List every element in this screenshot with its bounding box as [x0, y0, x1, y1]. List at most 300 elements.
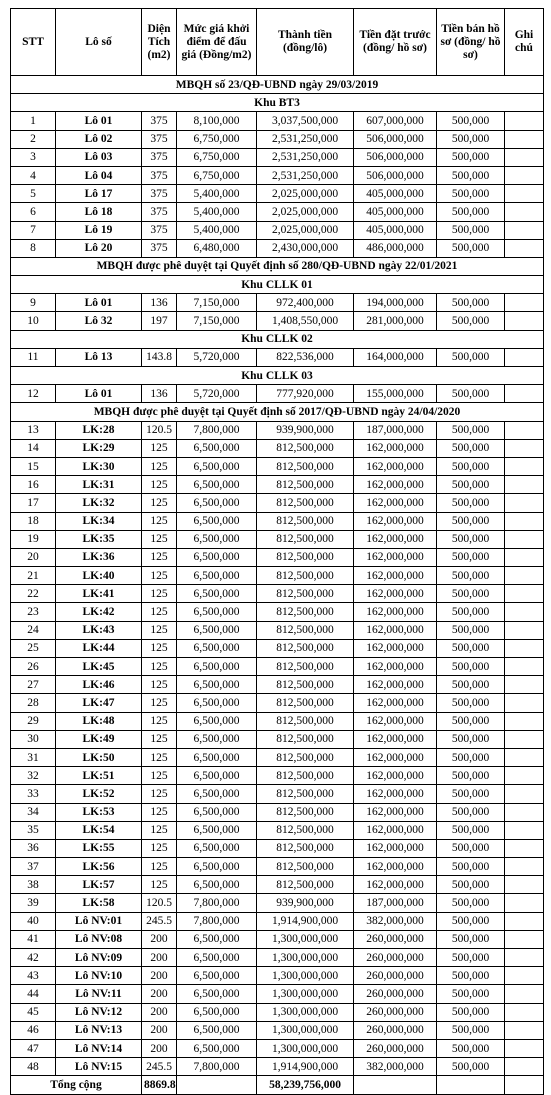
cell-dossier-fee: 500,000: [437, 712, 505, 730]
cell-dossier-fee: 500,000: [437, 803, 505, 821]
cell-area: 245.5: [142, 912, 177, 930]
cell-starting-price: 6,750,000: [177, 148, 257, 166]
cell-dossier-fee: 500,000: [437, 949, 505, 967]
cell-note: [505, 1003, 544, 1021]
cell-note: [505, 821, 544, 839]
cell-dossier-fee: 500,000: [437, 730, 505, 748]
cell-amount: 812,500,000: [257, 821, 354, 839]
cell-starting-price: 6,500,000: [177, 567, 257, 585]
cell-note: [505, 603, 544, 621]
cell-area: 375: [142, 148, 177, 166]
cell-dossier-fee: 500,000: [437, 348, 505, 366]
cell-deposit: 260,000,000: [354, 967, 437, 985]
cell-dossier-fee: 500,000: [437, 1003, 505, 1021]
cell-deposit: 162,000,000: [354, 748, 437, 766]
table-row: [11, 930, 544, 948]
cell-stt: 7: [11, 221, 56, 239]
cell-amount: 2,531,250,000: [257, 148, 354, 166]
cell-starting-price: 7,150,000: [177, 294, 257, 312]
cell-lot-number: Lô 19: [56, 221, 142, 239]
cell-lot-number: LK:30: [56, 457, 142, 475]
cell-amount: 1,300,000,000: [257, 985, 354, 1003]
cell-area: 125: [142, 621, 177, 639]
cell-stt: 30: [11, 730, 56, 748]
cell-lot-number: Lô 20: [56, 239, 142, 257]
cell-dossier-fee: 500,000: [437, 658, 505, 676]
cell-stt: 46: [11, 1021, 56, 1039]
cell-lot-number: Lô NV:09: [56, 949, 142, 967]
table-row: [11, 585, 544, 603]
cell-amount: 812,500,000: [257, 658, 354, 676]
cell-lot-number: LK:40: [56, 567, 142, 585]
cell-note: [505, 1039, 544, 1057]
cell-area: 197: [142, 312, 177, 330]
cell-dossier-fee: 500,000: [437, 421, 505, 439]
subsection-title-label: Khu BT3: [11, 94, 544, 112]
section-title-label: MBQH số 23/QĐ-UBND ngày 29/03/2019: [11, 76, 544, 94]
cell-area: 375: [142, 166, 177, 184]
cell-stt: 24: [11, 621, 56, 639]
cell-lot-number: Lô 03: [56, 148, 142, 166]
cell-lot-number: LK:49: [56, 730, 142, 748]
cell-deposit: 194,000,000: [354, 294, 437, 312]
cell-amount: 1,914,900,000: [257, 912, 354, 930]
cell-stt: 6: [11, 203, 56, 221]
cell-note: [505, 148, 544, 166]
table-row: [11, 967, 544, 985]
cell-note: [505, 967, 544, 985]
cell-stt: 36: [11, 839, 56, 857]
table-row: [11, 985, 544, 1003]
header-dossier-fee: Tiền bán hồ sơ (đồng/ hồ sơ): [437, 9, 505, 76]
cell-stt: 47: [11, 1039, 56, 1057]
cell-stt: 45: [11, 1003, 56, 1021]
cell-deposit: 162,000,000: [354, 839, 437, 857]
cell-note: [505, 294, 544, 312]
cell-starting-price: 6,500,000: [177, 676, 257, 694]
cell-stt: 28: [11, 694, 56, 712]
cell-stt: 17: [11, 494, 56, 512]
section-title-label: MBQH được phê duyệt tại Quyết định số 2017/QĐ-UBND ngày 24/04/2020: [11, 403, 544, 421]
cell-deposit: 164,000,000: [354, 348, 437, 366]
cell-note: [505, 748, 544, 766]
total-label: Tổng cộng: [11, 1076, 142, 1094]
cell-dossier-fee: 500,000: [437, 385, 505, 403]
cell-amount: 812,500,000: [257, 567, 354, 585]
cell-dossier-fee: 500,000: [437, 148, 505, 166]
table-row: [11, 894, 544, 912]
cell-starting-price: 5,400,000: [177, 203, 257, 221]
cell-stt: 48: [11, 1058, 56, 1076]
cell-note: [505, 130, 544, 148]
cell-stt: 23: [11, 603, 56, 621]
cell-stt: 39: [11, 894, 56, 912]
cell-note: [505, 949, 544, 967]
header-amount: Thành tiền (đồng/lô): [257, 9, 354, 76]
cell-stt: 2: [11, 130, 56, 148]
cell-lot-number: LK:28: [56, 421, 142, 439]
table-row: [11, 876, 544, 894]
total-empty: [354, 1076, 437, 1094]
cell-amount: 939,900,000: [257, 421, 354, 439]
cell-dossier-fee: 500,000: [437, 548, 505, 566]
cell-stt: 4: [11, 166, 56, 184]
cell-lot-number: LK:29: [56, 439, 142, 457]
cell-area: 375: [142, 239, 177, 257]
cell-stt: 13: [11, 421, 56, 439]
cell-note: [505, 785, 544, 803]
table-row: [11, 221, 544, 239]
cell-starting-price: 6,500,000: [177, 494, 257, 512]
cell-dossier-fee: 500,000: [437, 567, 505, 585]
subsection-title-label: Khu CLLK 01: [11, 276, 544, 294]
cell-area: 125: [142, 457, 177, 475]
cell-note: [505, 930, 544, 948]
table-row: [11, 1039, 544, 1057]
table-row: [11, 676, 544, 694]
cell-area: 120.5: [142, 421, 177, 439]
cell-stt: 31: [11, 748, 56, 766]
cell-dossier-fee: 500,000: [437, 312, 505, 330]
cell-stt: 25: [11, 639, 56, 657]
cell-starting-price: 6,500,000: [177, 512, 257, 530]
cell-dossier-fee: 500,000: [437, 1039, 505, 1057]
cell-dossier-fee: 500,000: [437, 476, 505, 494]
cell-stt: 22: [11, 585, 56, 603]
cell-area: 200: [142, 967, 177, 985]
cell-note: [505, 767, 544, 785]
cell-starting-price: 6,500,000: [177, 476, 257, 494]
cell-amount: 972,400,000: [257, 294, 354, 312]
cell-note: [505, 512, 544, 530]
cell-deposit: 162,000,000: [354, 530, 437, 548]
cell-lot-number: Lô NV:15: [56, 1058, 142, 1076]
table-row: [11, 821, 544, 839]
cell-starting-price: 6,480,000: [177, 239, 257, 257]
cell-amount: 812,500,000: [257, 712, 354, 730]
cell-note: [505, 112, 544, 130]
cell-starting-price: 6,500,000: [177, 457, 257, 475]
cell-starting-price: 7,800,000: [177, 894, 257, 912]
cell-note: [505, 730, 544, 748]
cell-note: [505, 166, 544, 184]
cell-lot-number: LK:43: [56, 621, 142, 639]
cell-stt: 32: [11, 767, 56, 785]
cell-area: 200: [142, 1003, 177, 1021]
cell-dossier-fee: 500,000: [437, 930, 505, 948]
cell-amount: 812,500,000: [257, 585, 354, 603]
cell-area: 125: [142, 712, 177, 730]
cell-stt: 5: [11, 185, 56, 203]
cell-starting-price: 6,500,000: [177, 548, 257, 566]
cell-area: 125: [142, 876, 177, 894]
cell-lot-number: Lô NV:08: [56, 930, 142, 948]
cell-deposit: 162,000,000: [354, 621, 437, 639]
table-row: [11, 730, 544, 748]
cell-dossier-fee: 500,000: [437, 494, 505, 512]
cell-area: 125: [142, 858, 177, 876]
cell-note: [505, 712, 544, 730]
cell-amount: 812,500,000: [257, 603, 354, 621]
cell-lot-number: LK:42: [56, 603, 142, 621]
cell-area: 143.8: [142, 348, 177, 366]
cell-area: 125: [142, 839, 177, 857]
cell-amount: 812,500,000: [257, 748, 354, 766]
cell-amount: 822,536,000: [257, 348, 354, 366]
table-row: [11, 803, 544, 821]
cell-lot-number: LK:56: [56, 858, 142, 876]
auction-lot-table: [10, 8, 544, 1095]
cell-starting-price: 6,500,000: [177, 1021, 257, 1039]
cell-deposit: 187,000,000: [354, 421, 437, 439]
cell-deposit: 162,000,000: [354, 457, 437, 475]
cell-stt: 8: [11, 239, 56, 257]
cell-lot-number: LK:51: [56, 767, 142, 785]
cell-note: [505, 1021, 544, 1039]
cell-dossier-fee: 500,000: [437, 694, 505, 712]
table-row: [11, 421, 544, 439]
cell-deposit: 162,000,000: [354, 803, 437, 821]
cell-amount: 812,500,000: [257, 730, 354, 748]
cell-deposit: 162,000,000: [354, 658, 437, 676]
cell-starting-price: 6,500,000: [177, 821, 257, 839]
cell-dossier-fee: 500,000: [437, 894, 505, 912]
cell-amount: 2,025,000,000: [257, 185, 354, 203]
cell-deposit: 260,000,000: [354, 949, 437, 967]
table-row: [11, 130, 544, 148]
section-title-label: MBQH được phê duyệt tại Quyết định số 280/QĐ-UBND ngày 22/01/2021: [11, 257, 544, 275]
subsection-title-label: Khu CLLK 02: [11, 330, 544, 348]
table-row: [11, 112, 544, 130]
cell-area: 200: [142, 930, 177, 948]
cell-dossier-fee: 500,000: [437, 585, 505, 603]
cell-amount: 777,920,000: [257, 385, 354, 403]
cell-lot-number: LK:34: [56, 512, 142, 530]
cell-amount: 1,408,550,000: [257, 312, 354, 330]
cell-starting-price: 6,500,000: [177, 694, 257, 712]
header-stt: STT: [11, 9, 56, 76]
cell-stt: 19: [11, 530, 56, 548]
cell-note: [505, 421, 544, 439]
cell-amount: 812,500,000: [257, 621, 354, 639]
cell-dossier-fee: 500,000: [437, 876, 505, 894]
cell-lot-number: LK:52: [56, 785, 142, 803]
cell-deposit: 382,000,000: [354, 1058, 437, 1076]
cell-stt: 27: [11, 676, 56, 694]
cell-dossier-fee: 500,000: [437, 912, 505, 930]
cell-lot-number: Lô 02: [56, 130, 142, 148]
cell-note: [505, 658, 544, 676]
total-empty: [437, 1076, 505, 1094]
section-title: [11, 257, 544, 275]
cell-area: 125: [142, 658, 177, 676]
cell-note: [505, 312, 544, 330]
cell-stt: 14: [11, 439, 56, 457]
cell-stt: 9: [11, 294, 56, 312]
table-row: [11, 494, 544, 512]
cell-area: 125: [142, 803, 177, 821]
cell-stt: 10: [11, 312, 56, 330]
subsection-title: [11, 330, 544, 348]
cell-area: 125: [142, 694, 177, 712]
cell-stt: 12: [11, 385, 56, 403]
cell-dossier-fee: 500,000: [437, 530, 505, 548]
cell-area: 125: [142, 676, 177, 694]
cell-dossier-fee: 500,000: [437, 639, 505, 657]
cell-lot-number: LK:41: [56, 585, 142, 603]
cell-dossier-fee: 500,000: [437, 603, 505, 621]
cell-area: 125: [142, 767, 177, 785]
cell-dossier-fee: 500,000: [437, 767, 505, 785]
table-row: [11, 639, 544, 657]
cell-area: 200: [142, 949, 177, 967]
cell-area: 125: [142, 439, 177, 457]
cell-note: [505, 585, 544, 603]
cell-amount: 1,300,000,000: [257, 967, 354, 985]
cell-area: 125: [142, 603, 177, 621]
cell-starting-price: 7,800,000: [177, 421, 257, 439]
table-row: [11, 621, 544, 639]
cell-lot-number: Lô 01: [56, 112, 142, 130]
cell-deposit: 162,000,000: [354, 585, 437, 603]
cell-deposit: 187,000,000: [354, 894, 437, 912]
cell-note: [505, 476, 544, 494]
cell-starting-price: 6,500,000: [177, 621, 257, 639]
total-amount: 58,239,756,000: [257, 1076, 354, 1094]
cell-amount: 812,500,000: [257, 457, 354, 475]
table-row: [11, 712, 544, 730]
table-row: [11, 530, 544, 548]
cell-deposit: 162,000,000: [354, 676, 437, 694]
table-row: [11, 185, 544, 203]
cell-deposit: 162,000,000: [354, 712, 437, 730]
cell-note: [505, 1058, 544, 1076]
cell-starting-price: 6,500,000: [177, 530, 257, 548]
cell-area: 136: [142, 385, 177, 403]
cell-deposit: 162,000,000: [354, 785, 437, 803]
section-title: [11, 76, 544, 94]
cell-amount: 939,900,000: [257, 894, 354, 912]
table-row: [11, 785, 544, 803]
cell-lot-number: Lô 18: [56, 203, 142, 221]
cell-dossier-fee: 500,000: [437, 967, 505, 985]
cell-area: 375: [142, 185, 177, 203]
cell-lot-number: Lô 13: [56, 348, 142, 366]
table-row: [11, 312, 544, 330]
cell-dossier-fee: 500,000: [437, 821, 505, 839]
cell-lot-number: LK:35: [56, 530, 142, 548]
cell-amount: 2,531,250,000: [257, 166, 354, 184]
cell-area: 375: [142, 221, 177, 239]
cell-area: 200: [142, 985, 177, 1003]
cell-dossier-fee: 500,000: [437, 221, 505, 239]
cell-starting-price: 6,500,000: [177, 658, 257, 676]
cell-dossier-fee: 500,000: [437, 676, 505, 694]
cell-stt: 35: [11, 821, 56, 839]
subsection-title: [11, 94, 544, 112]
cell-note: [505, 876, 544, 894]
table-row: [11, 658, 544, 676]
cell-stt: 41: [11, 930, 56, 948]
cell-amount: 1,300,000,000: [257, 949, 354, 967]
header-row: [11, 9, 544, 76]
cell-area: 375: [142, 130, 177, 148]
cell-deposit: 260,000,000: [354, 1003, 437, 1021]
cell-area: 125: [142, 730, 177, 748]
cell-deposit: 281,000,000: [354, 312, 437, 330]
cell-note: [505, 803, 544, 821]
table-row: [11, 567, 544, 585]
cell-dossier-fee: 500,000: [437, 130, 505, 148]
cell-deposit: 260,000,000: [354, 985, 437, 1003]
cell-dossier-fee: 500,000: [437, 239, 505, 257]
table-row: [11, 148, 544, 166]
subsection-title-label: Khu CLLK 03: [11, 367, 544, 385]
cell-deposit: 260,000,000: [354, 930, 437, 948]
cell-starting-price: 6,750,000: [177, 166, 257, 184]
cell-deposit: 162,000,000: [354, 439, 437, 457]
cell-dossier-fee: 500,000: [437, 203, 505, 221]
table-row: [11, 839, 544, 857]
table-row: [11, 694, 544, 712]
cell-amount: 2,025,000,000: [257, 221, 354, 239]
cell-deposit: 162,000,000: [354, 767, 437, 785]
cell-note: [505, 676, 544, 694]
cell-dossier-fee: 500,000: [437, 985, 505, 1003]
cell-starting-price: 5,400,000: [177, 221, 257, 239]
cell-dossier-fee: 500,000: [437, 839, 505, 857]
cell-starting-price: 6,500,000: [177, 712, 257, 730]
subsection-title: [11, 367, 544, 385]
cell-deposit: 162,000,000: [354, 730, 437, 748]
cell-starting-price: 6,500,000: [177, 748, 257, 766]
cell-area: 245.5: [142, 1058, 177, 1076]
cell-deposit: 155,000,000: [354, 385, 437, 403]
cell-lot-number: LK:31: [56, 476, 142, 494]
cell-amount: 1,300,000,000: [257, 1021, 354, 1039]
cell-deposit: 162,000,000: [354, 694, 437, 712]
header-deposit: Tiền đặt trước (đồng/ hồ sơ): [354, 9, 437, 76]
cell-amount: 812,500,000: [257, 858, 354, 876]
table-row: [11, 1021, 544, 1039]
cell-amount: 1,300,000,000: [257, 930, 354, 948]
cell-area: 125: [142, 548, 177, 566]
cell-amount: 812,500,000: [257, 439, 354, 457]
cell-stt: 34: [11, 803, 56, 821]
cell-lot-number: Lô NV:11: [56, 985, 142, 1003]
cell-lot-number: LK:36: [56, 548, 142, 566]
cell-deposit: 607,000,000: [354, 112, 437, 130]
cell-starting-price: 6,500,000: [177, 785, 257, 803]
cell-deposit: 162,000,000: [354, 567, 437, 585]
cell-lot-number: Lô NV:14: [56, 1039, 142, 1057]
cell-amount: 2,430,000,000: [257, 239, 354, 257]
cell-amount: 2,531,250,000: [257, 130, 354, 148]
cell-note: [505, 912, 544, 930]
cell-deposit: 260,000,000: [354, 1021, 437, 1039]
cell-lot-number: Lô 04: [56, 166, 142, 184]
cell-note: [505, 239, 544, 257]
cell-lot-number: LK:46: [56, 676, 142, 694]
table-row: [11, 1003, 544, 1021]
table-row: [11, 476, 544, 494]
cell-note: [505, 203, 544, 221]
cell-note: [505, 985, 544, 1003]
cell-note: [505, 694, 544, 712]
cell-lot-number: Lô 32: [56, 312, 142, 330]
cell-amount: 812,500,000: [257, 839, 354, 857]
cell-amount: 812,500,000: [257, 476, 354, 494]
